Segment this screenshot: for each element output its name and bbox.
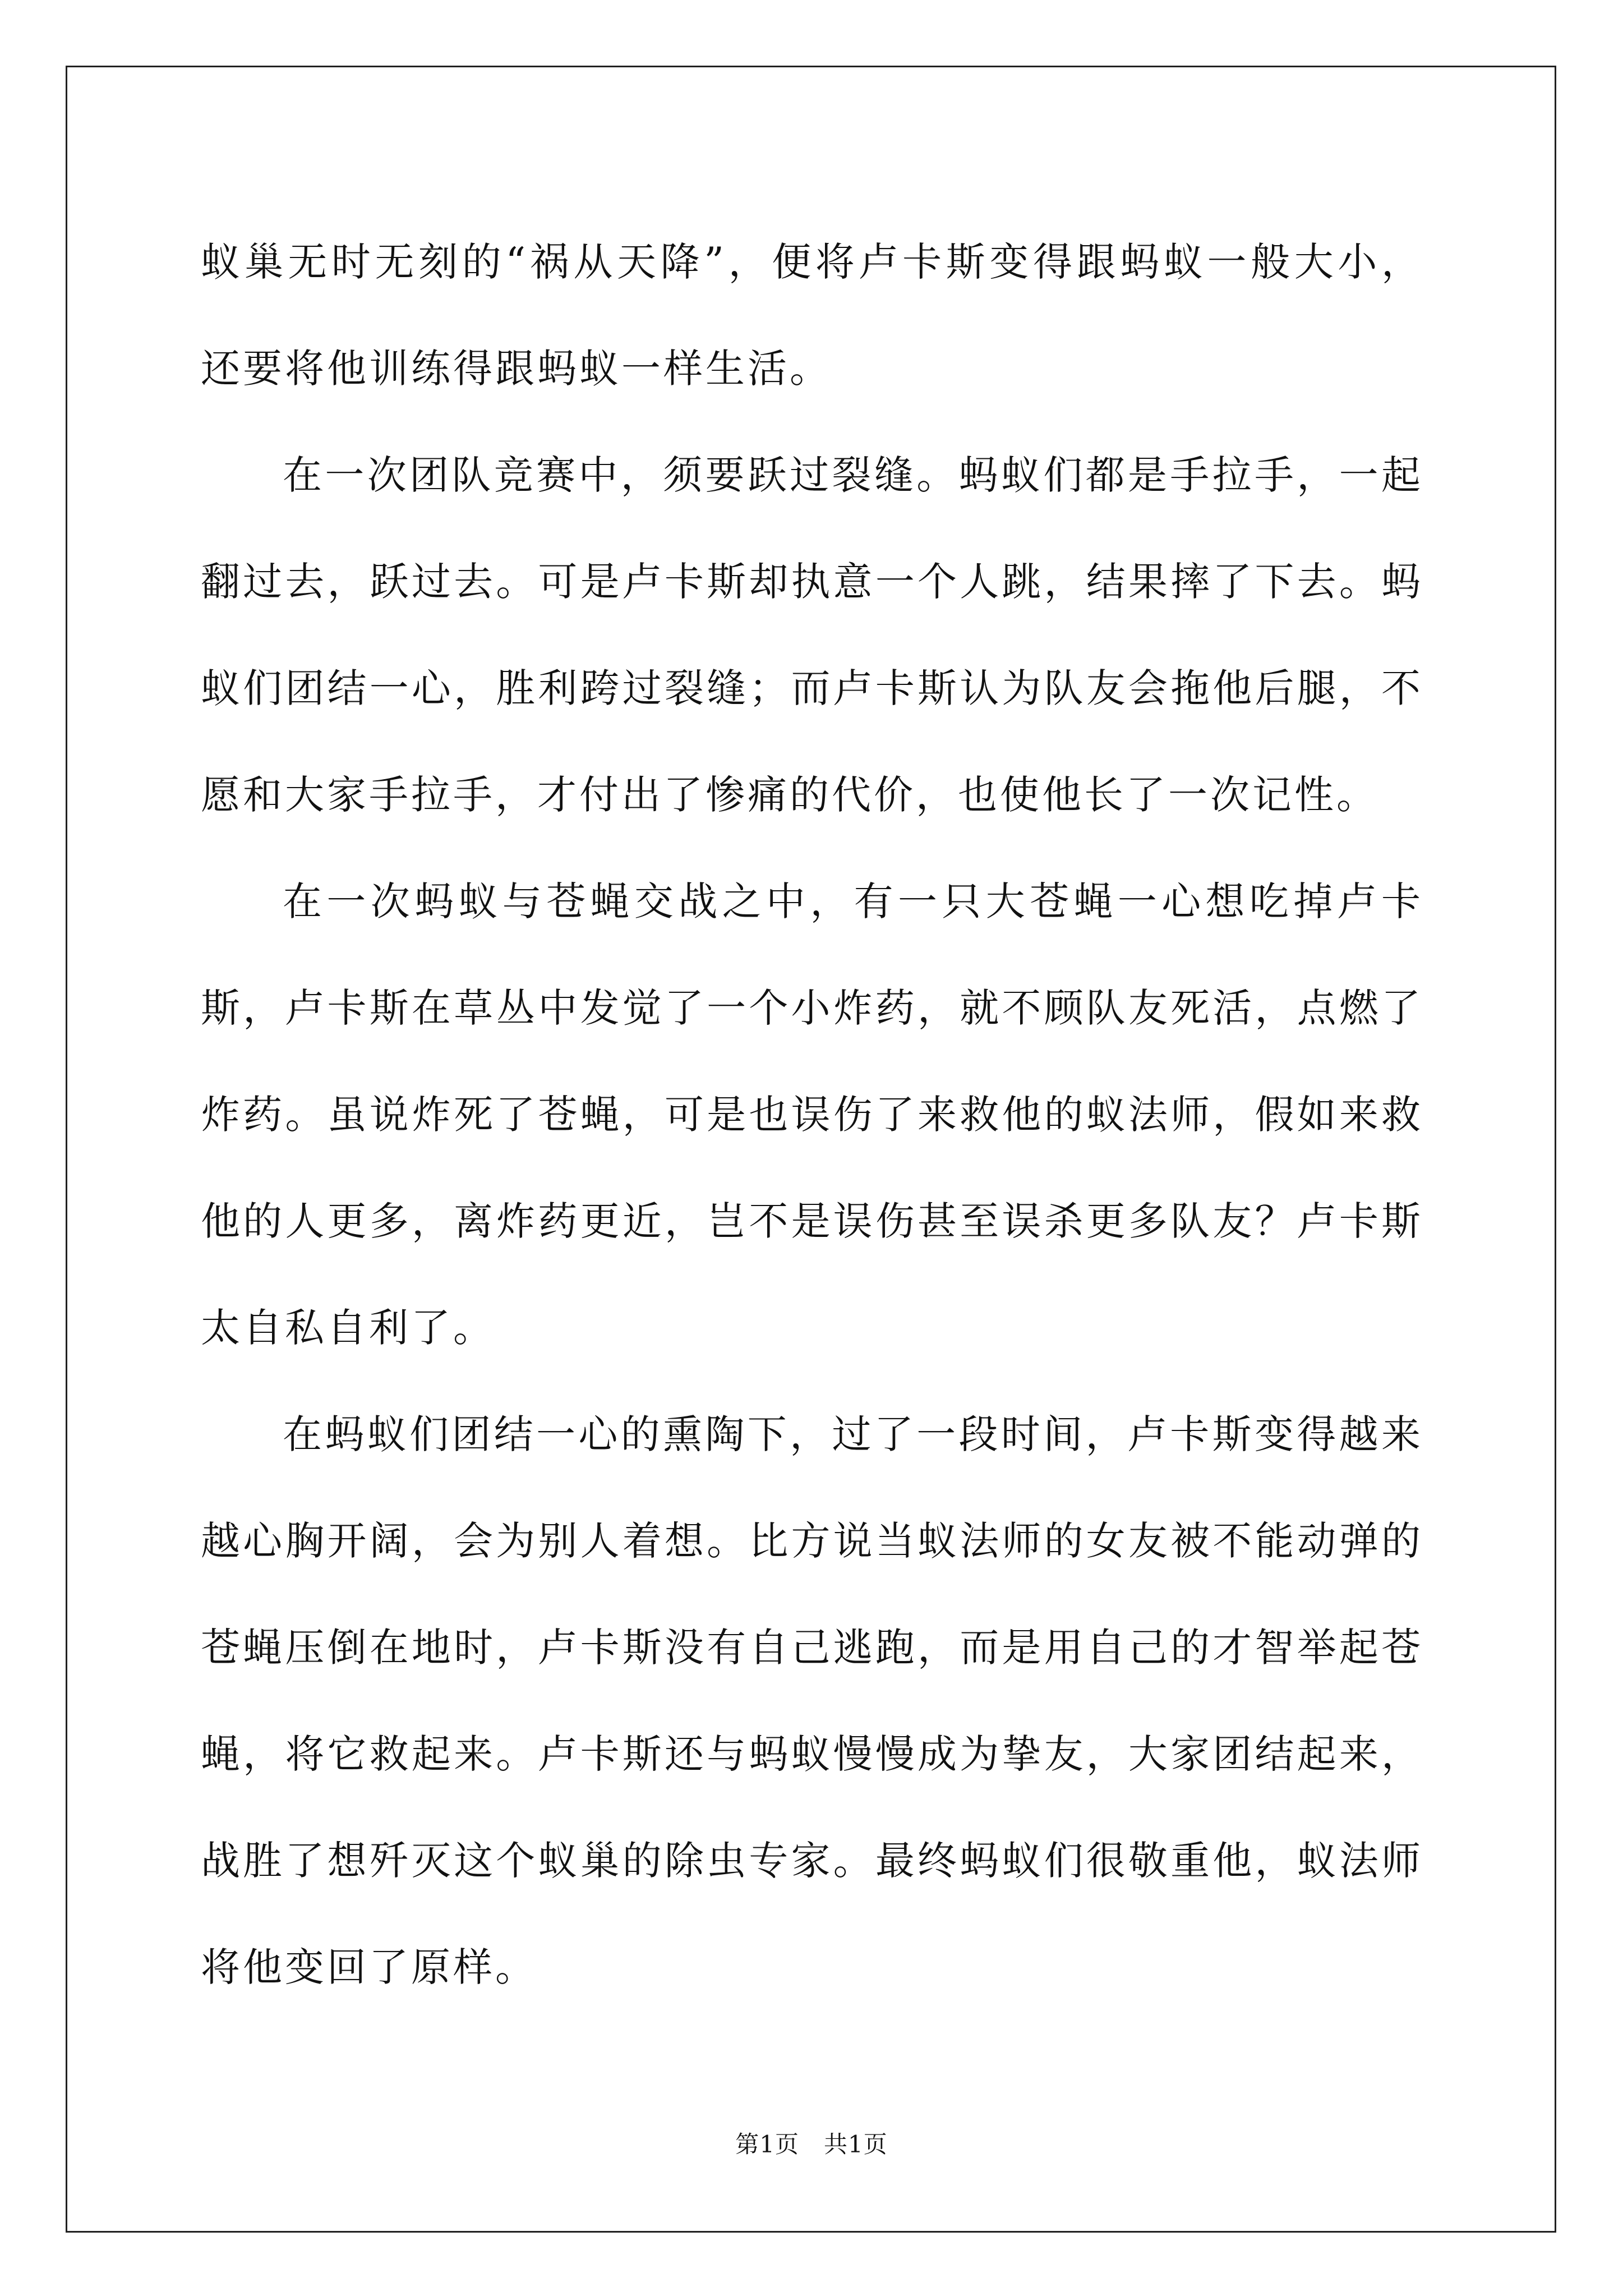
page-total: 共1页	[824, 2131, 888, 2158]
page-number: 第1页	[735, 2131, 799, 2158]
document-body	[201, 209, 1423, 2021]
paragraph-4: 在蚂蚁们团结一心的熏陶下，过了一段时间，卢卡斯变得越来越心胸开阔，会为别人着想。比方说当蚁法师的女友被不能动弹的苍蝇压倒在地时，卢卡斯没有自己逃跑，而是用自己的才智举起苍蝇，将它救起来。卢卡斯还与蚂蚁慢慢成为挚友，大家团结起来，战胜了想歼灭这个蚁巢的除虫专家。最终蚂蚁们很敬重他，蚁法师将他变回了原样。	[201, 1411, 1423, 1990]
page-footer	[0, 2131, 1623, 2159]
paragraph-1: 蚁巢无时无刻的“祸从天降”，便将卢卡斯变得跟蚂蚁一般大小，还要将他训练得跟蚂蚁一样生活。	[201, 239, 1423, 392]
paragraph-3: 在一次蚂蚁与苍蝇交战之中，有一只大苍蝇一心想吃掉卢卡斯，卢卡斯在草丛中发觉了一个小炸药，就不顾队友死活，点燃了炸药。虽说炸死了苍蝇，可是也误伤了来救他的蚁法师，假如来救他的人更多，离炸药更近，岂不是误伤甚至误杀更多队友？卢卡斯太自私自利了。	[201, 878, 1423, 1351]
paragraph-2: 在一次团队竞赛中，须要跃过裂缝。蚂蚁们都是手拉手，一起翻过去，跃过去。可是卢卡斯却执意一个人跳，结果摔了下去。蚂蚁们团结一心，胜利跨过裂缝；而卢卡斯认为队友会拖他后腿，不愿和大家手拉手，才付出了惨痛的代价，也使他长了一次记性。	[201, 452, 1423, 818]
